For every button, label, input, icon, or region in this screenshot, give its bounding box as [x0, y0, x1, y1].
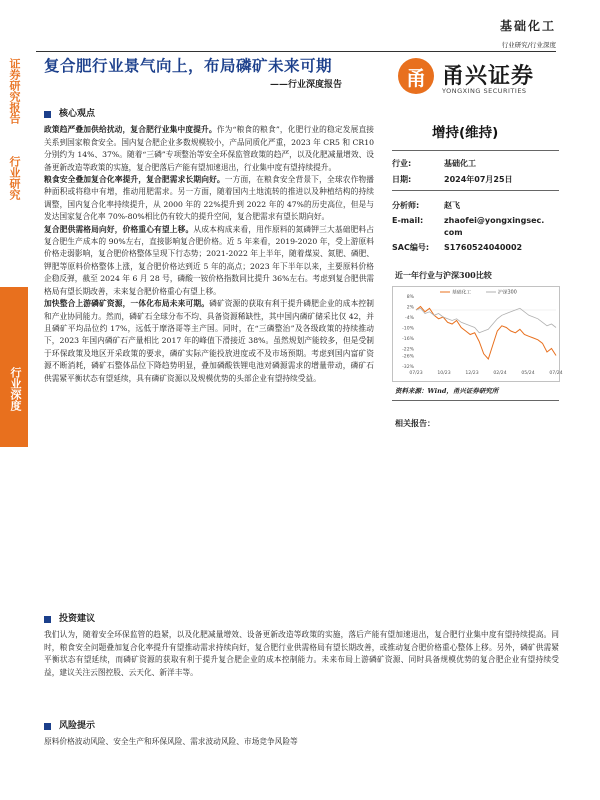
x-tick-label: 07/23 [409, 371, 423, 376]
core-p4-body: 磷矿资源的获取有利于提升磷肥企业的成本控制和产业协同能力。然而，磷矿石全球分布不均、具备资源稀缺性，其中国内磷矿储采比仅 42，并且磷矿平均品位约 17%，远低于摩洛哥等主产国。同时，在“三磷整治”及各级政策的持续推动下，2023 年国内磷矿石产量相比 2017 年的峰值下滑接近 38%。虽然规划产能较多，但是受制于环保政策及地区开采政策的要求，磷矿实际产能投放进度或不及市场预期。考虑到国内富矿资源不断消耗，磷矿石整体品位下降趋势明显，叠加磷酸铁锂电池对磷源需求的增量带动，磷矿石供需紧平衡状态有望延续，具有磷矿资源以及规模优势的头部企业有望持续受益。 [44, 299, 374, 383]
info-value: com [444, 228, 463, 237]
risk-paragraph: 原料价格波动风险、安全生产和环保风险、需求波动风险、市场竞争风险等 [44, 737, 298, 747]
legend-label: 基础化工 [452, 290, 472, 296]
logo-name-en: YONGXING SECURITIES [442, 87, 527, 95]
x-tick-label: 05/24 [521, 371, 535, 376]
info-industry-row [392, 158, 476, 169]
core-p4-lead: 加快整合上游磷矿资源，一体化布局未来可期。 [44, 299, 210, 309]
info-label: 日期: [392, 175, 412, 184]
x-tick-label: 02/24 [493, 371, 507, 376]
right-divider [392, 400, 559, 401]
x-tick-label: 07/24 [549, 371, 563, 376]
info-value: S1760524040002 [444, 243, 523, 252]
info-value: zhaofei@yongxingsec. [444, 216, 545, 225]
core-paragraph-3 [44, 224, 374, 298]
core-paragraph-4 [44, 298, 374, 385]
comparison-chart [392, 286, 563, 382]
sidebar-orange-block [0, 287, 28, 447]
risk-heading-label: 风险提示 [59, 721, 96, 731]
section-bullet-icon [44, 723, 51, 730]
info-label: 分析师: [392, 201, 420, 210]
sidebar-top [0, 56, 28, 286]
info-value: 赵飞 [444, 201, 460, 210]
section-bullet-icon [44, 616, 51, 623]
y-tick-label: -4% [405, 316, 414, 321]
risk-warning [44, 720, 559, 749]
sidebar-label-industry-research: 行业研究 [8, 156, 21, 200]
invest-paragraph: 我们认为，随着安全环保监管的趋紧，以及化肥减量增效、设备更新改造等政策的实施，落后产能有望加速退出，复合肥行业集中度有望持续提高。同时，粮食安全问题叠加复合化率提升有望推动需求持续向好，复合肥行业供需格局有望长期改善，或推动复合肥价格重心整体上移。另外，磷矿供需紧平衡状态有望延续，而磷矿资源的获取有利于提升复合肥企业的成本控制能力。未来布局上游磷矿资源、同时具备规模优势的复合肥企业有望持续受益，建议关注云图控股、云天化、新洋丰等。 [44, 630, 559, 677]
y-tick-label: -10% [402, 326, 414, 332]
chart-frame [393, 287, 563, 382]
investment-advice [44, 613, 559, 679]
right-divider [392, 150, 559, 151]
info-label: E-mail: [392, 216, 424, 225]
info-label: 行业: [392, 159, 412, 168]
y-tick-label: -22% [402, 347, 414, 353]
info-date-row [392, 174, 513, 185]
risk-heading [44, 720, 559, 732]
x-tick-label: 12/23 [465, 371, 479, 376]
info-value: 2024年07月25日 [444, 175, 513, 184]
sidebar-label-research-report: 证券研究报告 [8, 58, 21, 124]
core-heading [44, 108, 374, 120]
right-divider [392, 190, 559, 191]
logo-mark-icon [398, 58, 434, 94]
chart-source: 资料来源：Wind，甬兴证券研究所 [395, 387, 499, 395]
sidebar-label-deep: 行业深度 [9, 367, 22, 411]
x-tick-label: 10/23 [437, 371, 451, 376]
core-paragraph-2 [44, 174, 374, 224]
invest-heading [44, 613, 559, 625]
y-tick-label: -26% [402, 354, 414, 360]
report-subtitle: ——行业深度报告 [270, 80, 343, 90]
info-analyst-row [392, 200, 460, 211]
info-email-row-2 [392, 228, 463, 237]
core-p3-lead: 复合肥供需格局向好，价格重心有望上移。 [44, 224, 194, 234]
y-tick-label: -16% [402, 337, 414, 342]
core-p1-body: 作为“粮食的粮食”，化肥行业的稳定发展直接关系到国家粮食安全。国内复合肥企业多数规模较小，产品同质化严重，2023 年 CR5 和 CR10 分别约为 14%、37%。随着“三磷”专项整治等安全环保监管政策的趋严，以及化肥减量增效、设备更新改造等政策的实施，复合肥落后产能有望加速退出，行业集中度有望持续提升。 [44, 125, 374, 172]
info-email-row [392, 216, 544, 225]
info-label: SAC编号: [392, 243, 430, 252]
report-title: 复合肥行业景气向上，布局磷矿未来可期 [44, 57, 333, 75]
company-logo [398, 56, 558, 100]
info-value: 基础化工 [444, 159, 476, 168]
y-tick-label: -32% [402, 365, 414, 370]
core-p2-body: 一方面，在粮食安全背景下，全球农作物播种面积或将稳中有增，推动用肥需求。另一方面，随着国内土地流转的推进以及种植结构的持续调整，国内复合化率持续提升，从 2000 年的 22%提升到 2022 年的 47%的历史高位，但是与发达国家复合化率 70%-80%相比仍有较大的提升空间，复合肥需求有望长期向好。 [44, 175, 374, 222]
core-p1-lead: 政策趋严叠加供给扰动，复合肥行业集中度提升。 [44, 125, 217, 135]
core-p3-body: 从成本构成来看，用作原料的氮磷钾三大基础肥料占复合肥生产成本的 90%左右，直接影响复合肥价格。近 5 年来看，2019-2020 年，受上游原料价格走弱影响，复合肥价格整体呈现下行态势；2021-2022 年上半年，随着煤炭、氮肥、磷肥、钾肥等原料价格整体上涨，复合肥价格达到近 5 年的高点；2023 年下半年以来，主要原料价格企稳反弹，截至 2024 年 6 月 28 号，磷酸一铵价格指数同比提升 36%左右。考虑到复合肥供需格局有望长期改善，未来复合肥价格重心有望上移。 [44, 224, 374, 296]
core-p2-lead: 粮食安全叠加复合化率提升，复合肥需求长期向好。 [44, 175, 225, 185]
header-industry: 基础化工 [499, 19, 556, 33]
y-tick-label: 2% [406, 305, 414, 311]
logo-glyph: 甬 [406, 66, 426, 90]
header-divider [36, 51, 556, 52]
core-viewpoints [44, 108, 374, 385]
legend-label: 沪深300 [498, 290, 517, 296]
y-tick-label: 8% [406, 295, 414, 300]
rating: 增持(维持) [432, 125, 499, 141]
series-line-1 [416, 308, 556, 333]
info-sac-row [392, 242, 522, 253]
related-reports-label: 相关报告： [395, 419, 435, 428]
logo-name-cn: 甬兴证券 [442, 64, 535, 89]
section-bullet-icon [44, 111, 51, 118]
core-paragraph-1 [44, 124, 374, 174]
invest-heading-label: 投资建议 [59, 614, 96, 624]
core-heading-label: 核心观点 [59, 109, 96, 119]
chart-title: 近一年行业与沪深300比较 [395, 270, 492, 280]
header-report-type: 行业研究/行业深度 [501, 41, 556, 49]
